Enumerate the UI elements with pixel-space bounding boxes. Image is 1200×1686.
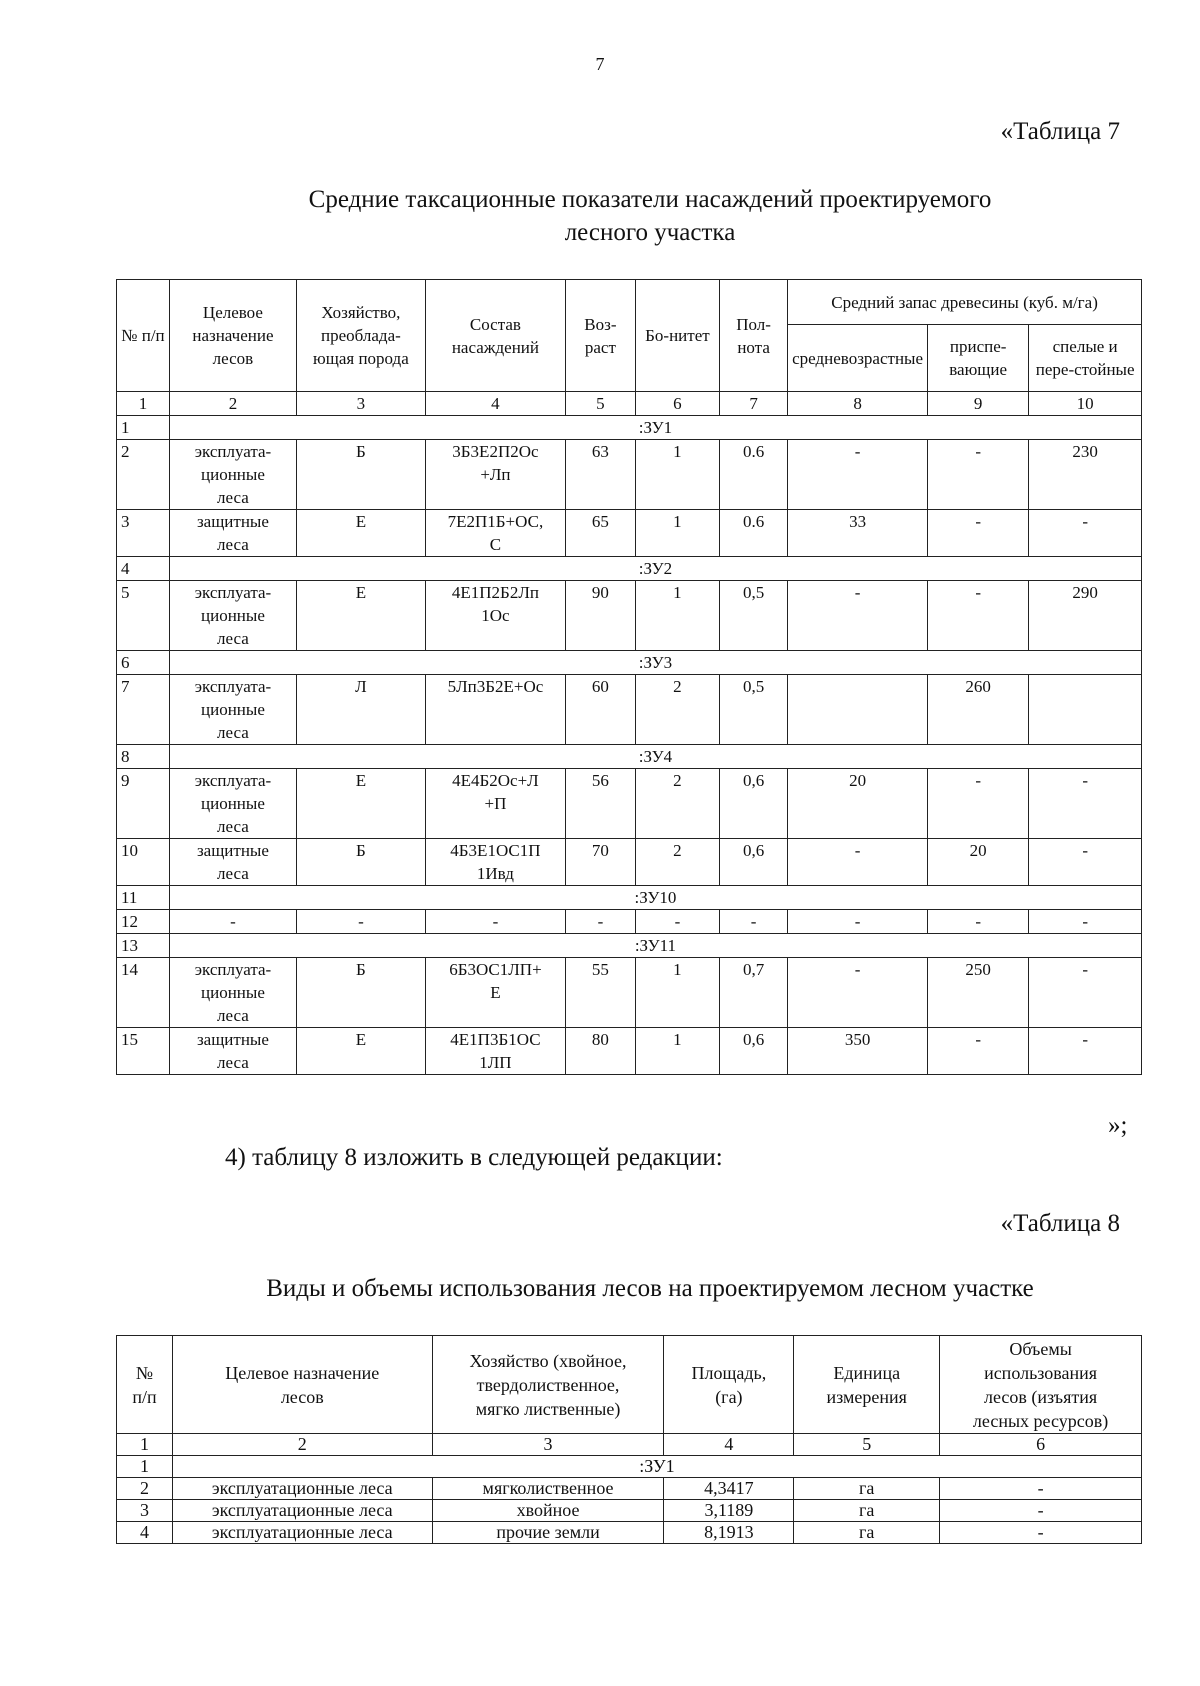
table8-colnum: 2 [172,1434,432,1456]
table7-cell: 0,6 [720,769,788,839]
table8-cell: хвойное [432,1500,664,1522]
table8-section-row [117,1456,1142,1478]
table8-colnum: 1 [117,1434,173,1456]
table7-row-num: 14 [117,958,170,1028]
table7-row-num: 11 [117,886,170,910]
table7-cell: - [720,910,788,934]
table7-cell: - [1029,910,1142,934]
table7-caption: «Таблица 7 [1000,118,1120,145]
table7-cell [788,675,928,745]
table7-cell: 20 [928,839,1029,886]
table7-row-num: 3 [117,510,170,557]
table7-title-line1: Средние таксационные показатели насаждений проектируемого [308,186,992,213]
table8-body [117,1336,1142,1544]
table7-cell: 70 [566,839,636,886]
table7-cell: 65 [566,510,636,557]
table7-data-row [117,581,1142,651]
table7-cell: 33 [788,510,928,557]
table7-cell: 90 [566,581,636,651]
table7-colnum: 8 [788,392,928,416]
table7-closing: »; [1108,1112,1128,1139]
table7-section-row [117,651,1142,675]
table7-section-row [117,745,1142,769]
table8-data-row [117,1522,1142,1544]
table8-row-num: 4 [117,1522,173,1544]
table8-header-volume: Объемы использования лесов (изъятия лесных ресурсов) [940,1336,1142,1434]
table7-cell: - [566,910,636,934]
table7-section-label: :ЗУ10 [169,886,1141,910]
table7-cell: 0,5 [720,675,788,745]
table8-colnum: 4 [664,1434,794,1456]
table7-cell: 350 [788,1028,928,1075]
table7-cell: - [928,769,1029,839]
table8-header-row [117,1336,1142,1434]
table7-cell: 6Б3ОС1ЛП+ Е [425,958,565,1028]
table7-cell: эксплуата- ционные леса [169,769,296,839]
table8-section-label: :ЗУ1 [172,1456,1141,1478]
table7-cell: - [1029,1028,1142,1075]
table8-colnum: 6 [940,1434,1142,1456]
table7-colnum-row [117,392,1142,416]
table8-cell: 4,3417 [664,1478,794,1500]
table7-row-num: 13 [117,934,170,958]
table8-cell: эксплуатационные леса [172,1478,432,1500]
table7-row-num: 1 [117,416,170,440]
table7-cell: эксплуата- ционные леса [169,675,296,745]
table7-cell: 0.6 [720,510,788,557]
table7-cell: - [928,510,1029,557]
table7-cell: 1 [635,440,719,510]
table7-section-label: :ЗУ4 [169,745,1141,769]
table7-cell: - [169,910,296,934]
table7-cell: - [1029,510,1142,557]
table8-cell: га [794,1500,940,1522]
table7-cell: Л [296,675,425,745]
table7-cell: Б [296,839,425,886]
table7-cell: 5Лп3Б2Е+Ос [425,675,565,745]
table7-cell: 2 [635,839,719,886]
table8-cell: - [940,1522,1142,1544]
table7-colnum: 3 [296,392,425,416]
table7-row-num: 15 [117,1028,170,1075]
table7-cell: - [296,910,425,934]
table7-header-bonitet: Бо-нитет [635,280,719,392]
table8-colnum: 3 [432,1434,664,1456]
table7-data-row [117,839,1142,886]
table8-header-num: № п/п [117,1336,173,1434]
table7-cell: 55 [566,958,636,1028]
table7-row-num: 12 [117,910,170,934]
table7-cell: - [788,839,928,886]
table8-cell: 8,1913 [664,1522,794,1544]
table7-cell: 4Е1П3Б1ОС 1ЛП [425,1028,565,1075]
table7-cell: Е [296,510,425,557]
table7-colnum: 10 [1029,392,1142,416]
table7-colnum: 4 [425,392,565,416]
table7-cell: 56 [566,769,636,839]
table7-title [120,183,1180,249]
table7-cell: 0,6 [720,1028,788,1075]
table7-row-num: 7 [117,675,170,745]
table7-cell: - [788,910,928,934]
table8-colnum-row [117,1434,1142,1456]
table7-header-ripe: спелые и пере-стойные [1029,325,1142,392]
table7-cell: - [1029,839,1142,886]
table7-cell: 230 [1029,440,1142,510]
table7-header-num: № п/п [117,280,170,392]
table7-cell: 290 [1029,581,1142,651]
table7-data-row [117,440,1142,510]
table7-cell: защитные леса [169,839,296,886]
table7-data-row [117,1028,1142,1075]
table7-cell: - [1029,958,1142,1028]
table8-cell: га [794,1478,940,1500]
page-number: 7 [595,54,605,74]
table7-cell: 260 [928,675,1029,745]
table7-header-density: Пол-нота [720,280,788,392]
table7-section-label: :ЗУ2 [169,557,1141,581]
table7-data-row [117,675,1142,745]
table8-data-row [117,1500,1142,1522]
table7 [116,279,1142,1075]
table8-row-num: 1 [117,1456,173,1478]
table7-cell: Б [296,958,425,1028]
table7-cell: 1 [635,1028,719,1075]
table7-cell: 4Е1П2Б2Лп 1Ос [425,581,565,651]
table7-header-row [117,280,1142,325]
table7-cell: 1 [635,510,719,557]
paragraph-instruction: 4) таблицу 8 изложить в следующей редакции: [225,1144,723,1171]
table7-cell: 0,5 [720,581,788,651]
table7-data-row [117,958,1142,1028]
table7-header-mid: средневозрастные [788,325,928,392]
table7-header-age: Воз-раст [566,280,636,392]
table7-cell: Б [296,440,425,510]
table8-cell: мягколиственное [432,1478,664,1500]
table7-cell: Е [296,581,425,651]
table7-cell: - [928,440,1029,510]
table8-title: Виды и объемы использования лесов на проектируемом лесном участке [266,1275,1034,1302]
table7-section-label: :ЗУ3 [169,651,1141,675]
table7-cell: эксплуата- ционные леса [169,958,296,1028]
table7-header-ripening: приспе-вающие [928,325,1029,392]
table7-header-purpose: Целевое назначение лесов [169,280,296,392]
table8-header-unit: Единица измерения [794,1336,940,1434]
table7-colnum: 7 [720,392,788,416]
table8-cell: га [794,1522,940,1544]
table7-section-row [117,886,1142,910]
table7-cell: 1 [635,581,719,651]
table8-header-area: Площадь, (га) [664,1336,794,1434]
table8-cell: эксплуатационные леса [172,1500,432,1522]
table8-caption: «Таблица 8 [1000,1210,1120,1237]
table8-cell: - [940,1500,1142,1522]
table7-data-row [117,510,1142,557]
table8-row-num: 3 [117,1500,173,1522]
table7-body [117,280,1142,1075]
table7-data-row [117,910,1142,934]
table7-cell: 0,7 [720,958,788,1028]
table7-row-num: 8 [117,745,170,769]
table7-data-row [117,769,1142,839]
table7-colnum: 1 [117,392,170,416]
table7-cell: - [1029,769,1142,839]
table7-cell: - [425,910,565,934]
table7-row-num: 2 [117,440,170,510]
table7-section-label: :ЗУ11 [169,934,1141,958]
table7-cell: - [788,440,928,510]
table7-cell: 80 [566,1028,636,1075]
table7-cell: - [635,910,719,934]
table7-cell: 20 [788,769,928,839]
table7-cell: защитные леса [169,1028,296,1075]
table8-cell: эксплуатационные леса [172,1522,432,1544]
table7-cell [1029,675,1142,745]
table7-section-row [117,557,1142,581]
table7-colnum: 5 [566,392,636,416]
table8-row-num: 2 [117,1478,173,1500]
table7-cell: 63 [566,440,636,510]
table8 [116,1335,1142,1544]
table8-header-farm: Хозяйство (хвойное, твердолиственное, мягко лиственные) [432,1336,664,1434]
table7-cell: 0,6 [720,839,788,886]
table8-cell: - [940,1478,1142,1500]
table7-cell: 250 [928,958,1029,1028]
table7-cell: - [928,581,1029,651]
table7-colnum: 2 [169,392,296,416]
table7-header-stock: Средний запас древесины (куб. м/га) [788,280,1142,325]
table7-cell: Е [296,1028,425,1075]
table7-colnum: 9 [928,392,1029,416]
table7-cell: - [788,581,928,651]
table7-cell: 0.6 [720,440,788,510]
table7-row-num: 9 [117,769,170,839]
table7-cell: - [788,958,928,1028]
table7-section-row [117,416,1142,440]
table7-row-num: 4 [117,557,170,581]
table7-cell: 2 [635,675,719,745]
table7-cell: 7Е2П1Б+ОС, С [425,510,565,557]
table8-cell: прочие земли [432,1522,664,1544]
table7-cell: 4Б3Е1ОС1П 1Ивд [425,839,565,886]
table7-title-line2: лесного участка [564,219,736,246]
table8-data-row [117,1478,1142,1500]
table7-header-farm: Хозяйство, преоблада-ющая порода [296,280,425,392]
table7-section-row [117,934,1142,958]
table7-cell: 60 [566,675,636,745]
table7-colnum: 6 [635,392,719,416]
table7-cell: защитные леса [169,510,296,557]
table7-cell: - [928,910,1029,934]
table7-cell: 1 [635,958,719,1028]
table7-cell: 3Б3Е2П2Ос +Лп [425,440,565,510]
table7-row-num: 6 [117,651,170,675]
table7-cell: 4Е4Б2Ос+Л +П [425,769,565,839]
table7-cell: эксплуата- ционные леса [169,440,296,510]
table7-cell: эксплуата- ционные леса [169,581,296,651]
table7-row-num: 10 [117,839,170,886]
table7-row-num: 5 [117,581,170,651]
table8-colnum: 5 [794,1434,940,1456]
table7-header-composition: Состав насаждений [425,280,565,392]
table7-section-label: :ЗУ1 [169,416,1141,440]
table8-cell: 3,1189 [664,1500,794,1522]
table8-header-purpose: Целевое назначение лесов [172,1336,432,1434]
table7-cell: 2 [635,769,719,839]
table7-cell: Е [296,769,425,839]
table7-cell: - [928,1028,1029,1075]
